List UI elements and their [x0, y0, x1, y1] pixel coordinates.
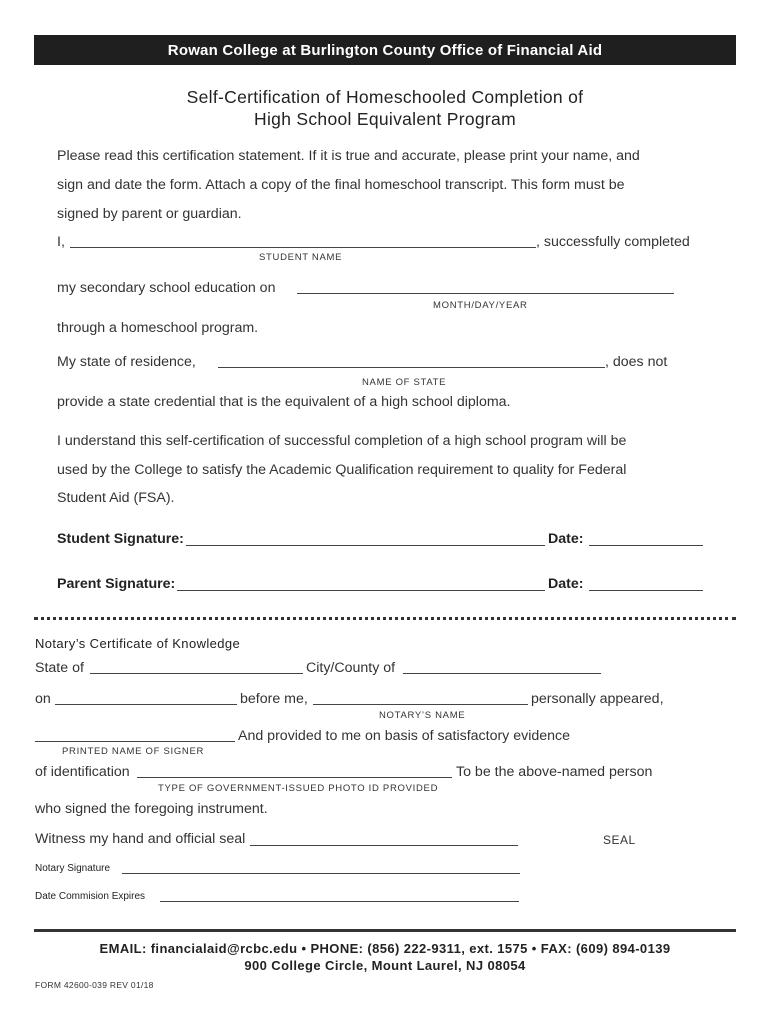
seal-label: SEAL — [603, 833, 636, 847]
state-prefix: My state of residence, — [57, 354, 196, 370]
student-signature-label: Student Signature: — [57, 531, 184, 547]
witness-label: Witness my hand and official seal — [35, 831, 246, 847]
footer-address: 900 College Circle, Mount Laurel, NJ 08054 — [244, 958, 526, 973]
printed-name-field[interactable] — [35, 741, 235, 742]
notary-state-field[interactable] — [90, 673, 303, 674]
through-homeschool-text: through a homeschool program. — [57, 320, 259, 336]
student-signature-field[interactable] — [186, 545, 545, 546]
parent-signature-label: Parent Signature: — [57, 576, 176, 592]
notary-name-caption: NOTARY’S NAME — [379, 710, 466, 721]
understand-line-2: used by the College to satisfy the Academic Qualification requirement to quality for Federal — [57, 462, 627, 478]
provide-credential-text: provide a state credential that is the equivalent of a high school diploma. — [57, 394, 511, 410]
of-identification-label: of identification — [35, 764, 130, 780]
i-prefix: I, — [57, 234, 65, 250]
notary-signature-label: Notary Signature — [35, 863, 111, 874]
completion-date-field[interactable] — [297, 293, 674, 294]
commission-expires-field[interactable] — [160, 901, 519, 902]
understand-line-1: I understand this self-certification of successful completion of a high school program will be — [57, 433, 627, 449]
student-date-field[interactable] — [589, 545, 703, 546]
official-seal-field[interactable] — [250, 845, 518, 846]
notary-date-field[interactable] — [55, 704, 237, 705]
form-number: FORM 42600-039 REV 01/18 — [35, 980, 154, 990]
intro-line-3: signed by parent or guardian. — [57, 206, 242, 222]
above-named-text: To be the above-named person — [456, 764, 653, 780]
photo-id-caption: TYPE OF GOVERNMENT-ISSUED PHOTO ID PROVIDED — [158, 783, 439, 794]
does-not-text: , does not — [605, 354, 668, 370]
notary-name-field[interactable] — [313, 704, 528, 705]
city-county-label: City/County of — [306, 660, 396, 676]
provided-evidence-text: And provided to me on basis of satisfactory evidence — [238, 728, 571, 744]
form-title-line-2: High School Equivalent Program — [254, 109, 516, 129]
header-banner: Rowan College at Burlington County Office of Financial Aid — [34, 35, 736, 65]
intro-line-1: Please read this certification statement. If it is true and accurate, please print your name, and — [57, 148, 640, 164]
footer-contact: EMAIL: financialaid@rcbc.edu • PHONE: (856) 222-9311, ext. 1575 • FAX: (609) 894-0139 — [99, 941, 671, 956]
state-of-label: State of — [35, 660, 84, 676]
student-date-label: Date: — [548, 531, 584, 547]
education-on-label: my secondary school education on — [57, 280, 276, 296]
student-name-field[interactable] — [70, 247, 536, 248]
student-name-caption: STUDENT NAME — [259, 252, 343, 263]
state-caption: NAME OF STATE — [362, 377, 447, 388]
date-caption: MONTH/DAY/YEAR — [433, 300, 528, 311]
commission-expires-label: Date Commision Expires — [35, 891, 146, 902]
understand-line-3: Student Aid (FSA). — [57, 490, 175, 506]
city-county-field[interactable] — [403, 673, 601, 674]
notary-heading: Notary’s Certificate of Knowledge — [35, 636, 241, 651]
parent-signature-field[interactable] — [177, 590, 545, 591]
state-field[interactable] — [218, 367, 605, 368]
completed-suffix: , successfully completed — [536, 234, 690, 250]
parent-date-label: Date: — [548, 576, 584, 592]
section-divider — [34, 617, 736, 620]
footer-rule — [34, 929, 736, 932]
on-label: on — [35, 691, 51, 707]
printed-name-caption: PRINTED NAME OF SIGNER — [62, 746, 205, 757]
personally-appeared-label: personally appeared, — [531, 691, 664, 707]
who-signed-text: who signed the foregoing instrument. — [35, 801, 268, 817]
notary-signature-field[interactable] — [122, 873, 520, 874]
intro-line-2: sign and date the form. Attach a copy of the final homeschool transcript. This form must be — [57, 177, 625, 193]
photo-id-field[interactable] — [137, 777, 452, 778]
form-title-line-1: Self-Certification of Homeschooled Completion of — [186, 87, 584, 107]
before-me-label: before me, — [240, 691, 308, 707]
parent-date-field[interactable] — [589, 590, 703, 591]
